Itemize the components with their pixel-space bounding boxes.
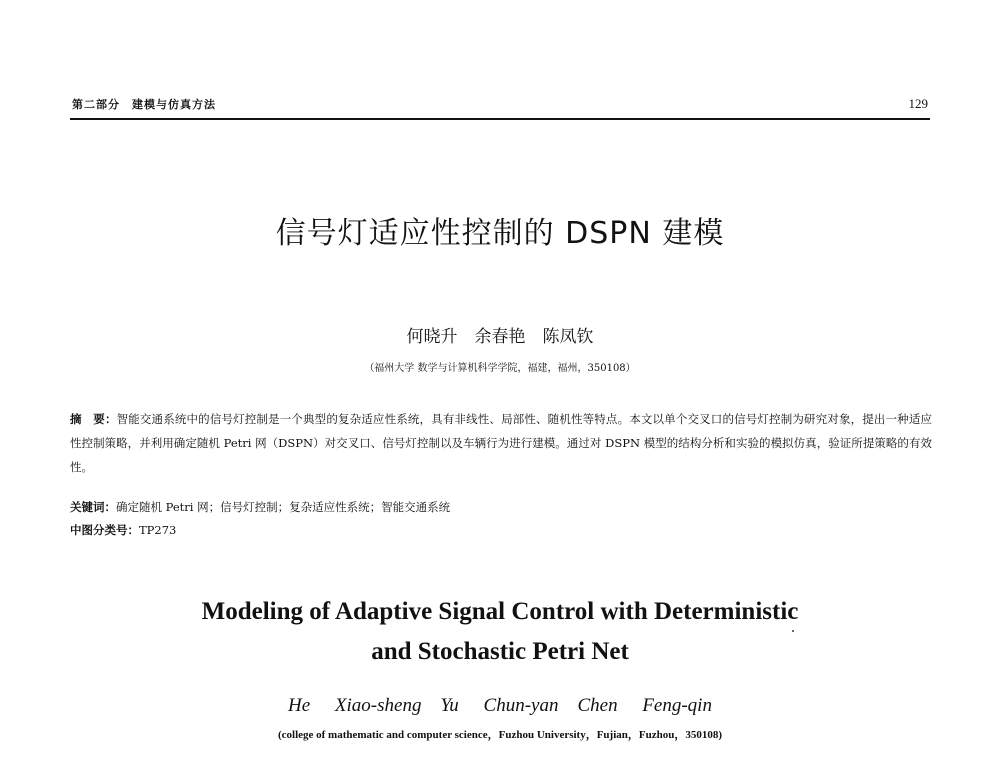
running-head <box>70 96 930 116</box>
abstract-text: 智能交通系统中的信号灯控制是一个典型的复杂适应性系统，具有非线性、局部性、随机性等特点。本文以单个交叉口的信号灯控制为研究对象，提出一种适应性控制策略，并利用确定随机 Petri 网（DSPN）对交叉口、信号灯控制以及车辆行为进行建模。通过对 DSPN 模型的结构分析和实验的模拟仿真，验证所提策略的有效性。 <box>70 412 932 474</box>
english-affiliation: (college of mathematic and computer science，Fuzhou University，Fujian，Fuzhou，350108) <box>277 729 723 741</box>
section-label: 第二部分 建模与仿真方法 <box>72 98 216 111</box>
keywords-label: 关键词： <box>70 500 116 514</box>
chinese-abstract <box>70 407 932 479</box>
chinese-authors: 何晓升 余春艳 陈凤钦 <box>406 327 594 347</box>
english-authors: He Xiao-sheng Yu Chun-yan Chen Feng-qin <box>288 695 712 716</box>
classification-line <box>70 522 176 538</box>
keywords-line <box>70 499 450 515</box>
english-title-line-2: and Stochastic Petri Net <box>371 638 629 665</box>
header-rule <box>70 118 930 120</box>
page-number: 129 <box>908 96 928 111</box>
classification-label: 中图分类号： <box>70 523 139 537</box>
classification-text: TP273 <box>139 523 177 537</box>
keywords-text: 确定随机 Petri 网；信号灯控制；复杂适应性系统；智能交通系统 <box>116 500 451 514</box>
english-title <box>0 592 1000 672</box>
chinese-title: 信号灯适应性控制的 DSPN 建模 <box>275 216 725 251</box>
scan-speck <box>792 630 794 632</box>
abstract-label: 摘 要： <box>70 412 117 426</box>
chinese-affiliation: （福州大学 数学与计算机科学学院，福建，福州，350108） <box>364 363 636 374</box>
english-title-line-1: Modeling of Adaptive Signal Control with Deterministic <box>201 598 799 625</box>
